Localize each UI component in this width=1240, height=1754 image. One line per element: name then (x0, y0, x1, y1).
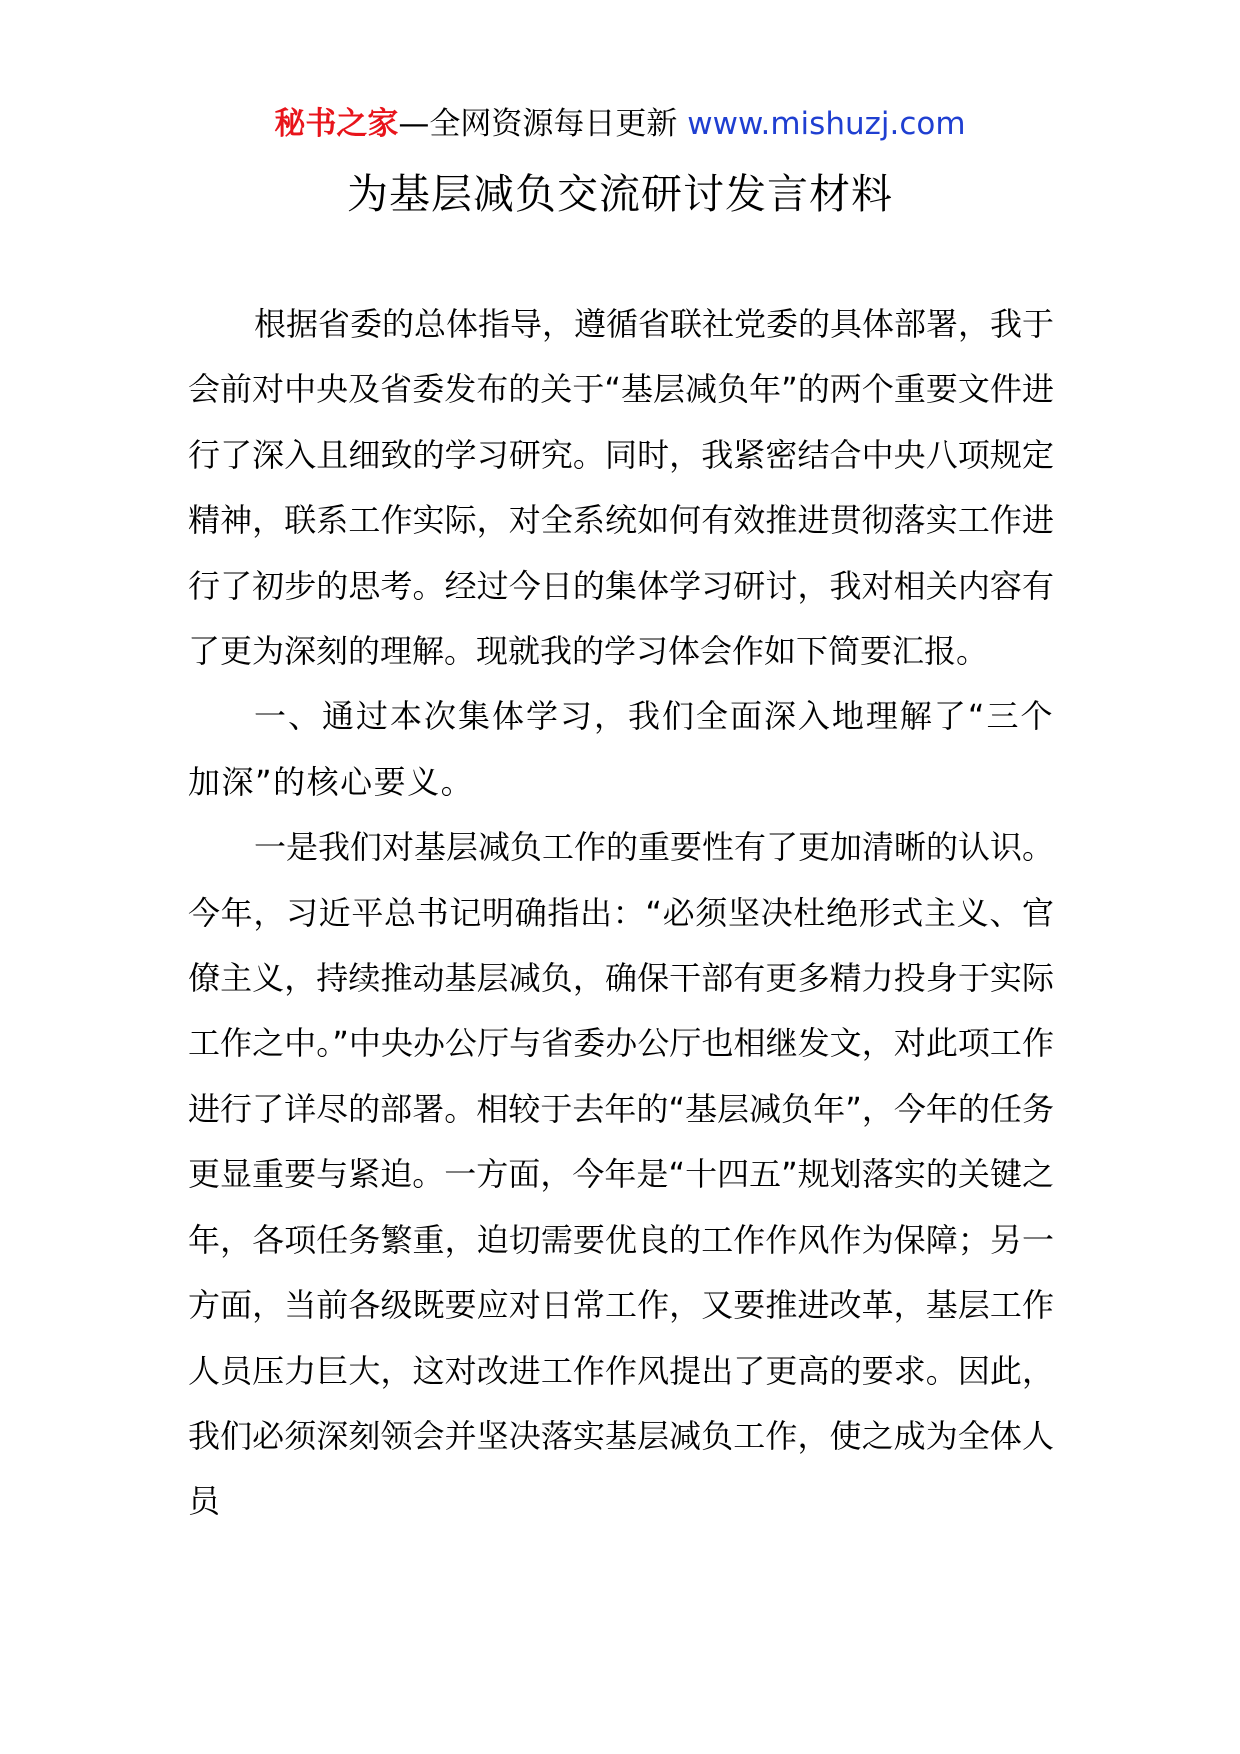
document-title: 为基层减负交流研讨发言材料 (347, 170, 893, 218)
paragraph-point-one: 一是我们对基层减负工作的重要性有了更加清晰的认识。今年，习近平总书记明确指出：“必须坚决杜绝形式主义、官僚主义，持续推动基层减负，确保干部有更多精力投身于实际工作之中。”中央办公厅与省委办公厅也相继发文，对此项工作进行了详尽的部署。相较于去年的“基层减负年”，今年的任务更显重要与紧迫。一方面，今年是“十四五”规划落实的关键之年，各项任务繁重，迫切需要优良的工作作风作为保障；另一方面，当前各级既要应对日常工作，又要推进改革，基层工作人员压力巨大，这对改进工作作风提出了更高的要求。因此，我们必须深刻领会并坚决落实基层减负工作，使之成为全体人员 (188, 828, 1055, 1521)
document-body (188, 292, 1054, 1535)
paragraph-intro: 根据省委的总体指导，遵循省联社党委的具体部署，我于会前对中央及省委发布的关于“基层减负年”的两个重要文件进行了深入且细致的学习研究。同时，我紧密结合中央八项规定精神，联系工作实际，对全系统如何有效推进贯彻落实工作进行了初步的思考。经过今日的集体学习研讨，我对相关内容有了更为深刻的理解。现就我的学习体会作如下简要汇报。 (188, 305, 1055, 671)
site-url-link[interactable]: www.mishuzj.com (687, 106, 966, 142)
header-slogan: —全网资源每日更新 (398, 106, 688, 142)
brand-name: 秘书之家 (274, 106, 399, 142)
section-heading-one: 一、通过本次集体学习，我们全面深入地理解了“三个加深”的核心要义。 (188, 697, 1054, 801)
site-header (0, 102, 1240, 146)
